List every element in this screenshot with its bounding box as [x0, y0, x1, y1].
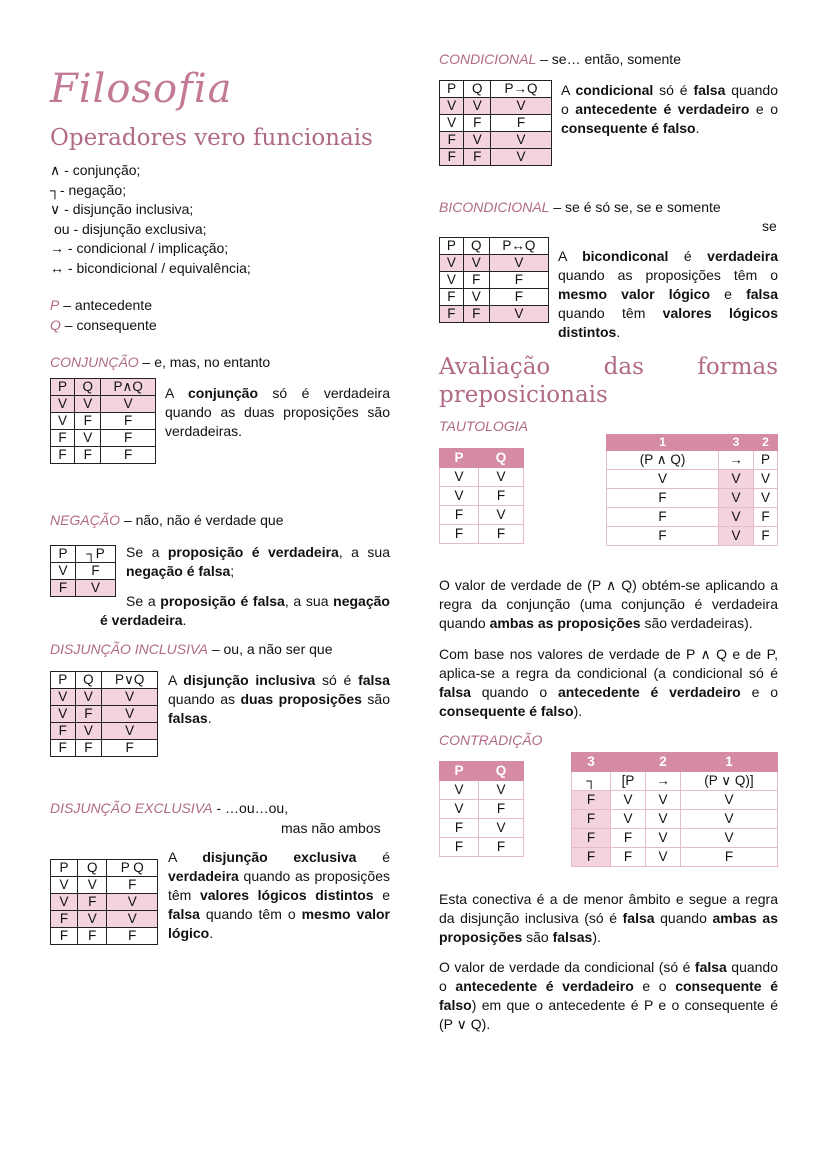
- inclusive-disjunction-title: DISJUNÇÃO INCLUSIVA – ou, a não ser que: [50, 641, 333, 657]
- tautology-pq-table: P Q V V V F F V F F: [439, 448, 524, 544]
- biconditional-table: P Q P↔Q V V V V F F F V F F F V: [439, 237, 549, 323]
- operator-item: ↔ - bicondicional / equivalência;: [50, 259, 251, 276]
- negation-table: P ┐P V F F V: [50, 545, 116, 597]
- operators-list: [50, 161, 251, 278]
- tautology-paragraph-2: Com base nos valores de verdade de P ∧ Q e de P, aplica-se a regra da condicional (a condicional só é falsa quando o antecedente é verdadeiro e o consequente é falso).: [439, 646, 778, 719]
- exclusive-disjunction-description: A disjunção exclusiva é verdadeira quando as proposições têm valores lógicos distintos e falsa quando têm o mesmo valor lógico.: [168, 849, 390, 941]
- section-heading: Operadores vero funcionais: [50, 125, 373, 151]
- biconditional-description: A bicondiconal é verdadeira quando as proposições têm o mesmo valor lógico e falsa quando têm valores lógicos distintos.: [558, 248, 778, 340]
- operator-item: ∧ - conjunção;: [50, 162, 141, 178]
- tautology-evaluation-table: 1 3 2 (P ∧ Q) → P V V V F V V F V F F V F: [606, 434, 778, 546]
- contradiction-title: CONTRADIÇÃO: [439, 732, 543, 748]
- inclusive-disjunction-description: A disjunção inclusiva só é falsa quando as duas proposições são falsas.: [168, 672, 390, 726]
- contradiction-pq-table: P Q V V V F F V F F: [439, 761, 524, 857]
- conditional-description: A condicional só é falsa quando o antecedente é verdadeiro e o consequente é falso.: [561, 82, 778, 136]
- exclusive-disjunction-subtitle: mas não ambos: [281, 820, 381, 836]
- negation-title: NEGAÇÃO – não, não é verdade que: [50, 512, 284, 528]
- tautology-title: TAUTOLOGIA: [439, 418, 528, 434]
- exclusive-disjunction-table: P Q P Q V V F V F V F V V F F F: [50, 859, 158, 945]
- consequent-line: Q – consequente: [50, 317, 157, 333]
- contradiction-paragraph-1: Esta conectiva é a de menor âmbito e segue a regra da disjunção inclusiva (só é falsa quando ambas as proposições são falsas).: [439, 891, 778, 945]
- negation-description-2: Se a proposição é falsa, a sua negação é verdadeira.: [100, 593, 390, 628]
- contradiction-evaluation-table: 3 2 1 ┐ [P → (P ∨ Q)] F V V V F V V V F F V V F F V F: [571, 752, 778, 867]
- operator-item: → - condicional / implicação;: [50, 240, 229, 256]
- conjunction-table: P Q P∧Q V V V V F F F V F F F F: [50, 378, 156, 464]
- operator-item: ∨ - disjunção inclusiva;: [50, 201, 194, 217]
- biconditional-title: BICONDICIONAL – se é só se, se e somente: [439, 199, 721, 215]
- negation-description-1: Se a proposição é verdadeira, a sua negação é falsa;: [126, 544, 390, 579]
- biconditional-subtitle: se: [762, 218, 777, 234]
- page-title: Filosofia: [50, 66, 233, 112]
- operator-item: ┐- negação;: [50, 181, 127, 198]
- inclusive-disjunction-table: P Q P∨Q V V V V F V F V V F F F: [50, 671, 158, 757]
- tautology-paragraph-1: O valor de verdade de (P ∧ Q) obtém-se aplicando a regra da conjunção (uma conjunção é verdadeira quando ambas as proposições são verdadeiras).: [439, 577, 778, 631]
- conjunction-title: CONJUNÇÃO – e, mas, no entanto: [50, 354, 271, 370]
- evaluation-heading: Avaliação das formas preposicionais: [439, 354, 778, 408]
- conjunction-description: A conjunção só é verdadeira quando as duas proposições são verdadeiras.: [165, 385, 390, 439]
- contradiction-paragraph-2: O valor de verdade da condicional (só é falsa quando o antecedente é verdadeiro e o consequente é falso) em que o antecedente é P e o consequente é (P ∨ Q).: [439, 959, 779, 1032]
- exclusive-disjunction-title: DISJUNÇÃO EXCLUSIVA - …ou…ou,: [50, 800, 289, 816]
- antecedent-line: P – antecedente: [50, 297, 152, 313]
- operator-item: ou - disjunção exclusiva;: [54, 220, 207, 237]
- conditional-title: CONDICIONAL – se… então, somente: [439, 51, 681, 67]
- conditional-table: P Q P→Q V V V V F F F V V F F V: [439, 80, 552, 166]
